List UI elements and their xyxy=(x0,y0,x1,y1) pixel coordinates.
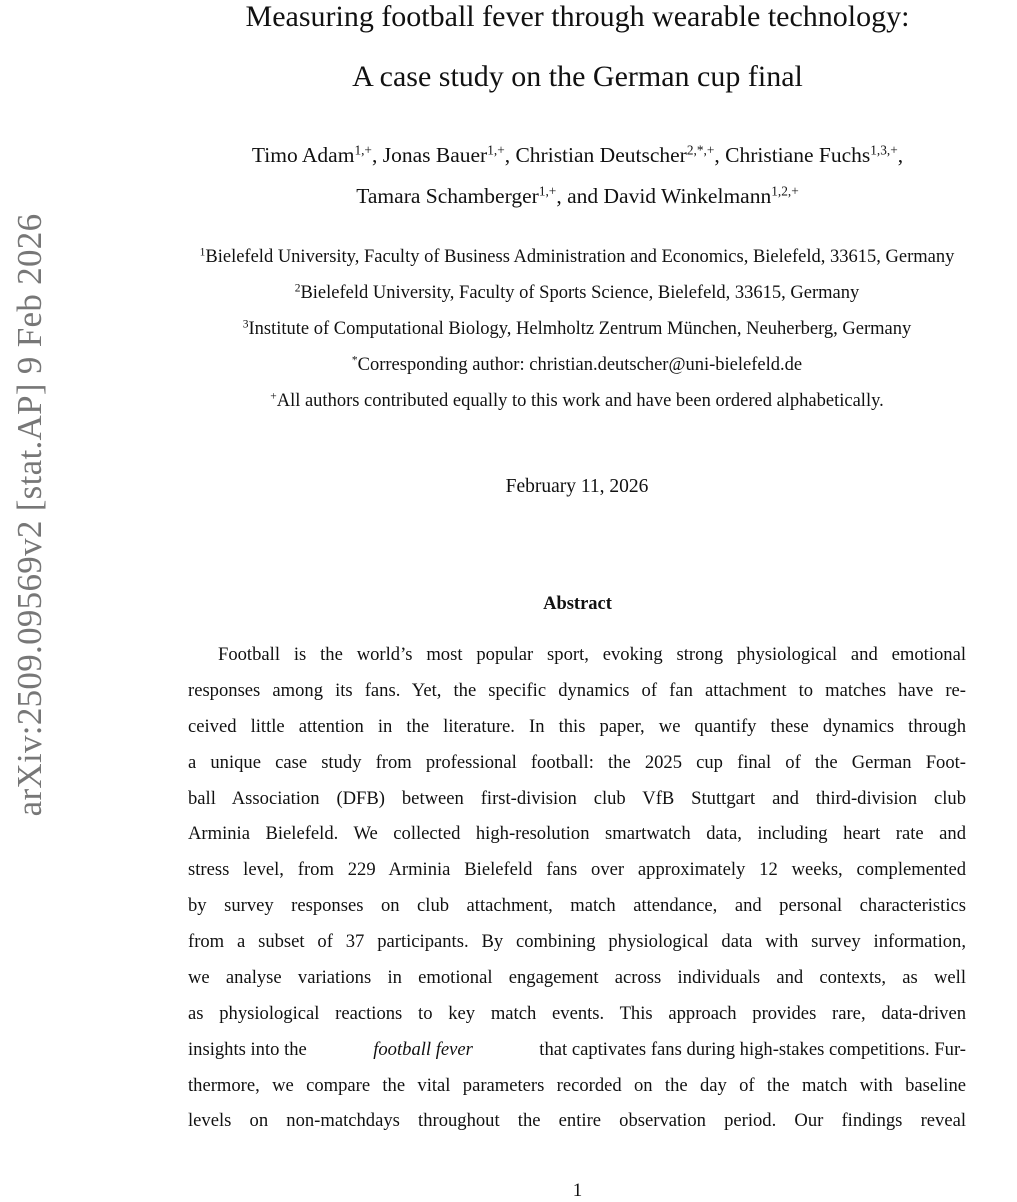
abstract-line: as physiological reactions to key match events. This approach provides rare, data-driven xyxy=(188,1003,966,1024)
abstract-line: we analyse variations in emotional engagement across individuals and contexts, as well xyxy=(188,967,966,988)
abstract-line: a unique case study from professional football: the 2025 cup final of the German Foot- xyxy=(188,752,966,773)
arxiv-side-stamp: arXiv:2509.09569v2 [stat.AP] 9 Feb 2026 xyxy=(10,213,49,817)
author-name: Christian Deutscher xyxy=(515,143,687,167)
abstract-line: Arminia Bielefeld. We collected high-resolution smartwatch data, including heart rate and xyxy=(188,823,966,844)
paper-date: February 11, 2026 xyxy=(505,476,649,497)
author-affil-mark: 1,3,+ xyxy=(870,142,898,158)
paper-title-line-2: A case study on the German cup final xyxy=(352,60,803,93)
affil-text: Institute of Computational Biology, Helmholtz Zentrum München, Neuherberg, Germany xyxy=(248,319,912,339)
abstract-line: responses among its fans. Yet, the specific dynamics of fan attachment to matches have re- xyxy=(188,680,966,701)
abstract-line: ceived little attention in the literature. In this paper, we quantify these dynamics through xyxy=(188,716,966,737)
abstract-heading: Abstract xyxy=(543,594,612,614)
separator: , xyxy=(897,143,904,167)
affiliation-2 xyxy=(120,283,1017,304)
separator: , xyxy=(714,143,726,167)
author-name: David Winkelmann xyxy=(603,184,772,208)
affil-text: Bielefeld University, Faculty of Business Administration and Economics, Bielefeld, 33615, Germany xyxy=(205,247,955,267)
corresponding-author xyxy=(120,355,1017,376)
separator: , xyxy=(504,143,516,167)
abstract-emphasis: football fever xyxy=(373,1039,473,1060)
abstract-line xyxy=(188,1039,966,1061)
author-affil-mark: 1,+ xyxy=(538,183,557,199)
affiliation-3 xyxy=(120,319,1017,340)
affil-mark: 2 xyxy=(294,282,301,295)
affil-mark: 1 xyxy=(199,246,206,259)
author-name: Timo Adam xyxy=(251,143,355,167)
abstract-line: ball Association (DFB) between first-division club VfB Stuttgart and third-division club xyxy=(188,788,966,809)
affil-mark: 3 xyxy=(242,318,249,331)
abstract-line: thermore, we compare the vital parameters recorded on the day of the match with baseline xyxy=(188,1075,966,1096)
author-name: Tamara Schamberger xyxy=(356,184,539,208)
affil-text: Bielefeld University, Faculty of Sports Science, Bielefeld, 33615, Germany xyxy=(300,283,860,303)
author-line-2 xyxy=(0,184,1017,209)
separator: , xyxy=(371,143,383,167)
affil-mark: + xyxy=(270,390,277,403)
author-affil-mark: 1,2,+ xyxy=(771,183,799,199)
author-affil-mark: 2,*,+ xyxy=(686,142,715,158)
abstract-line: from a subset of 37 participants. By combining physiological data with survey information, xyxy=(188,931,966,952)
affil-mark: * xyxy=(351,354,358,367)
author-name: Christiane Fuchs xyxy=(725,143,871,167)
author-affil-mark: 1,+ xyxy=(487,142,505,158)
author-line-1 xyxy=(0,143,1017,168)
paper-title-line-1: Measuring football fever through wearable technology: xyxy=(245,0,910,33)
affil-text: Corresponding author: christian.deutscher@uni-bielefeld.de xyxy=(357,355,803,375)
affiliation-1 xyxy=(120,247,1017,268)
abstract-line: by survey responses on club attachment, match attendance, and personal characteristics xyxy=(188,895,966,916)
affil-text: All authors contributed equally to this work and have been ordered alphabetically. xyxy=(276,391,884,411)
equal-contribution-note xyxy=(120,391,1017,412)
abstract-line: Football is the world’s most popular sport, evoking strong physiological and emotional xyxy=(218,644,966,665)
author-affil-mark: 1,+ xyxy=(354,142,372,158)
abstract-text: that captivates fans during high-stakes competitions. Fur- xyxy=(534,1039,966,1060)
separator: , and xyxy=(556,184,604,208)
abstract-line: stress level, from 229 Arminia Bielefeld fans over approximately 12 weeks, complemented xyxy=(188,859,966,880)
abstract-line: levels on non-matchdays throughout the entire observation period. Our findings reveal xyxy=(188,1110,966,1131)
author-name: Jonas Bauer xyxy=(382,143,488,167)
abstract-text: insights into the xyxy=(188,1039,312,1060)
page-number: 1 xyxy=(572,1180,583,1201)
